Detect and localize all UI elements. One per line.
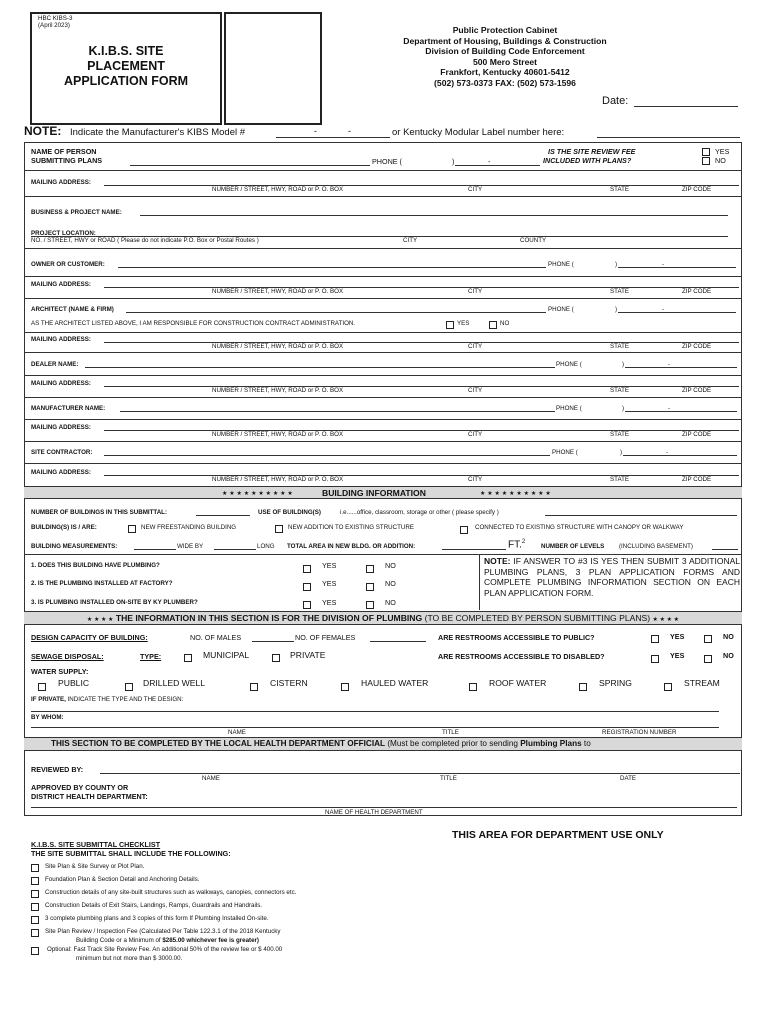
checklist-list (31, 861, 451, 939)
dealer-field[interactable] (85, 367, 555, 368)
wide-label: WIDE BY (177, 543, 204, 550)
checklist-checkbox-6[interactable] (31, 929, 39, 937)
form-title (30, 44, 222, 89)
cistern-label: CISTERN (270, 678, 308, 688)
roof-water-label: ROOF WATER (489, 678, 547, 688)
project-name-field[interactable] (140, 215, 728, 216)
health-header-sub: (Must be completed prior to sending (387, 739, 518, 748)
sewage-label: SEWAGE DISPOSAL: (31, 652, 104, 661)
plumbing-header-title: THE INFORMATION IN THIS SECTION IS FOR THE DIVISION OF PLUMBING (115, 613, 423, 623)
connected-checkbox[interactable] (460, 526, 468, 534)
addition-label: NEW ADDITION TO EXISTING STRUCTURE (288, 524, 414, 531)
plumbing-stars-left: ★ ★ ★ ★ (86, 617, 114, 623)
person-l1: NAME OF PERSON (31, 147, 97, 156)
fee-yes-checkbox[interactable] (702, 148, 710, 156)
checklist-text-3: Construction details of any site-built structures such as walkways, canopies, connectors etc. (45, 889, 297, 896)
state-caption-2: STATE (610, 288, 630, 295)
use-field[interactable] (545, 515, 737, 516)
note-text2: or Kentucky Modular Label number here: (392, 127, 565, 138)
agency-l5: Frankfort, Kentucky 40601-5412 (440, 67, 570, 77)
mailing-field-3[interactable] (104, 342, 739, 343)
question-3: 3. IS PLUMBING INSTALLED ON-SITE BY KY PLUMBER? (31, 599, 198, 606)
building-info-header: BUILDING INFORMATION (322, 488, 426, 498)
reviewed-by-label: REVIEWED BY: (31, 765, 84, 774)
municipal-label: MUNICIPAL (203, 650, 250, 660)
checklist-title: K.I.B.S. SITE SUBMITTAL CHECKLIST (31, 840, 161, 849)
street-caption-6: NUMBER / STREET, HWY, ROAD or P. O. BOX (212, 476, 344, 483)
females-field[interactable] (370, 641, 426, 642)
state-caption-5: STATE (610, 431, 630, 438)
checklist-checkbox-7[interactable] (31, 947, 39, 955)
if-private-label: IF PRIVATE, (31, 696, 66, 703)
question-2: 2. IS THE PLUMBING INSTALLED AT FACTORY? (31, 580, 173, 587)
municipal-checkbox[interactable] (184, 654, 192, 662)
dealer-phone: PHONE ( (556, 361, 582, 368)
hauled-water-label: HAULED WATER (361, 678, 429, 688)
levels-label: NUMBER OF LEVELS (541, 543, 605, 550)
manufacturer-phone-field[interactable] (625, 411, 737, 412)
females-label: NO. OF FEMALES (295, 633, 356, 642)
date-label: Date: (602, 95, 629, 107)
q2-yes: YES (322, 579, 337, 588)
levels-field[interactable] (712, 549, 738, 550)
person-paren: ) (452, 157, 455, 166)
males-field[interactable] (252, 641, 294, 642)
architect-no-checkbox[interactable] (489, 321, 497, 329)
public-no: NO (723, 632, 734, 641)
city-caption-3: CITY (468, 343, 483, 350)
state-caption-6: STATE (610, 476, 630, 483)
contractor-phone-field[interactable] (623, 455, 737, 456)
stream-checkbox[interactable] (664, 683, 672, 691)
model-number-field[interactable] (276, 137, 390, 138)
mailing-field-2[interactable] (104, 287, 739, 288)
mailing-field-6[interactable] (104, 475, 739, 476)
public-yes-checkbox[interactable] (651, 635, 659, 643)
fee-q1: IS THE SITE REVIEW FEE (548, 147, 636, 156)
drilled-well-checkbox[interactable] (125, 683, 133, 691)
dealer-paren: ) (622, 361, 625, 368)
dealer-phone-field[interactable] (625, 367, 737, 368)
form-title-1: K.I.B.S. SITE (88, 44, 164, 58)
private-checkbox[interactable] (272, 654, 280, 662)
connected-label: CONNECTED TO EXISTING STRUCTURE WITH CANOPY OR WALKWAY (475, 524, 684, 531)
disabled-no-checkbox[interactable] (704, 655, 712, 663)
q3-yes-checkbox[interactable] (303, 601, 311, 609)
person-phone-field[interactable] (455, 165, 540, 166)
divider (24, 397, 742, 398)
water-public-label: PUBLIC (58, 678, 90, 688)
mailing-field-4[interactable] (104, 386, 739, 387)
checklist-item6-cont (76, 937, 259, 944)
project-city-caption: CITY (403, 237, 418, 244)
checklist-text-5: 3 complete plumbing plans and 3 copies of this form If Plumbing Installed On-site. (45, 915, 269, 922)
manufacturer-field[interactable] (120, 411, 555, 412)
person-l2: SUBMITTING PLANS (31, 156, 103, 165)
by-whom-label: BY WHOM: (31, 714, 64, 721)
owner-paren: ) (615, 261, 618, 268)
q1-no-checkbox[interactable] (366, 565, 374, 573)
q1-no: NO (385, 561, 396, 570)
manufacturer-dash: - (668, 405, 671, 412)
checklist-checkbox-3[interactable] (31, 890, 39, 898)
checklist-checkbox-2[interactable] (31, 877, 39, 885)
q2-no: NO (385, 579, 396, 588)
checklist-item (31, 874, 451, 887)
owner-field[interactable] (118, 267, 546, 268)
health-dept-field[interactable] (31, 807, 737, 808)
architect-phone-field[interactable] (618, 312, 736, 313)
street-caption-2: NUMBER / STREET, HWY, ROAD or P. O. BOX (212, 288, 344, 295)
mailing-label-2: MAILING ADDRESS: (31, 281, 91, 288)
num-buildings-field[interactable] (196, 515, 250, 516)
public-no-checkbox[interactable] (704, 635, 712, 643)
by-whom-field[interactable] (31, 727, 719, 728)
zip-caption-1: ZIP CODE (682, 186, 712, 193)
by-whom-name: NAME (228, 729, 246, 736)
project-location-caption: NO. / STREET, HWY or ROAD ( Please do not indicate P.O. Box or Postal Routes ) (31, 237, 259, 244)
hauled-water-checkbox[interactable] (341, 683, 349, 691)
plumbing-note (484, 556, 740, 598)
checklist-text-1: Site Plan & Site Survey or Plot Plan. (45, 863, 145, 870)
person-dash: - (488, 157, 491, 166)
person-name-field[interactable] (130, 165, 370, 166)
architect-phone: PHONE ( (548, 306, 574, 313)
q2-yes-checkbox[interactable] (303, 583, 311, 591)
checklist-text-2: Foundation Plan & Section Detail and Anchoring Details. (45, 876, 200, 883)
private-label: PRIVATE (290, 650, 326, 660)
levels-hint: (INCLUDING BASEMENT) (619, 543, 693, 550)
divider (24, 332, 742, 333)
length-field[interactable] (214, 549, 256, 550)
person-phone: PHONE ( (372, 157, 402, 166)
disabled-no: NO (723, 651, 734, 660)
owner-label: OWNER OR CUSTOMER: (31, 261, 105, 268)
checklist-checkbox-4[interactable] (31, 903, 39, 911)
city-caption-5: CITY (468, 431, 483, 438)
divider (24, 375, 742, 376)
stars-right: ★ ★ ★ ★ ★ ★ ★ ★ ★ ★ (480, 490, 551, 497)
checklist-checkbox-5[interactable] (31, 916, 39, 924)
architect-yes-checkbox[interactable] (446, 321, 454, 329)
plumbing-note-label: NOTE: (484, 556, 511, 566)
state-caption-1: STATE (610, 186, 630, 193)
if-private-text: INDICATE THE TYPE AND THE DESIGN: (67, 696, 184, 703)
design-field[interactable] (31, 711, 719, 712)
divider (24, 352, 742, 353)
project-name-label: BUSINESS & PROJECT NAME: (31, 209, 122, 216)
divider (24, 463, 742, 464)
new-building-checkbox[interactable] (128, 525, 136, 533)
dealer-dash: - (668, 361, 671, 368)
fee-q2: INCLUDED WITH PLANS? (543, 156, 632, 165)
dealer-label: DEALER NAME: (31, 361, 79, 368)
is-are-label: BUILDING(S) IS / ARE: (31, 524, 97, 531)
stream-label: STREAM (684, 678, 720, 688)
drilled-well-label: DRILLED WELL (143, 678, 206, 688)
form-date: (April 2023) (38, 22, 70, 29)
contractor-dash: - (666, 449, 669, 456)
checklist-item (31, 887, 451, 900)
form-title-3: APPLICATION FORM (63, 74, 189, 88)
zip-caption-4: ZIP CODE (682, 387, 712, 394)
checklist-item7b: minimum but not more than $ 3000.00. (76, 955, 183, 962)
width-field[interactable] (134, 549, 176, 550)
water-public-checkbox[interactable] (38, 683, 46, 691)
blank-box (224, 12, 322, 125)
fee-no-checkbox[interactable] (702, 157, 710, 165)
city-caption-2: CITY (468, 288, 483, 295)
roof-water-checkbox[interactable] (469, 683, 477, 691)
reviewed-date: DATE (620, 775, 637, 782)
architect-yes: YES (457, 320, 470, 327)
addition-checkbox[interactable] (275, 525, 283, 533)
owner-phone: PHONE ( (548, 261, 574, 268)
ft-label (508, 539, 525, 550)
note-dash1: - (314, 126, 317, 136)
mailing-label-4: MAILING ADDRESS: (31, 380, 91, 387)
manufacturer-paren: ) (622, 405, 625, 412)
contractor-phone: PHONE ( (552, 449, 578, 456)
area-label: TOTAL AREA IN NEW BLDG. OR ADDITION: (287, 543, 416, 550)
q3-no: NO (385, 598, 396, 607)
q2-no-checkbox[interactable] (366, 583, 374, 591)
street-caption-1: NUMBER / STREET, HWY, ROAD or P. O. BOX (212, 186, 344, 193)
street-caption-4: NUMBER / STREET, HWY, ROAD or P. O. BOX (212, 387, 344, 394)
dept-use-only: THIS AREA FOR DEPARTMENT USE ONLY (452, 829, 664, 841)
owner-dash: - (662, 261, 665, 268)
use-label: USE OF BUILDING(S) (258, 509, 321, 516)
agency-block (380, 25, 630, 88)
checklist-item (31, 900, 451, 913)
spring-checkbox[interactable] (579, 683, 587, 691)
by-whom-title: TITLE (442, 729, 459, 736)
checklist-checkbox-1[interactable] (31, 864, 39, 872)
area-field[interactable] (442, 549, 506, 550)
measurements-label: BUILDING MEASUREMENTS: (31, 543, 118, 550)
divider (24, 441, 742, 442)
long-label: LONG (257, 543, 275, 550)
state-caption-4: STATE (610, 387, 630, 394)
reviewed-title: TITLE (440, 775, 457, 782)
city-caption-6: CITY (468, 476, 483, 483)
architect-responsibility: AS THE ARCHITECT LISTED ABOVE, I AM RESPONSIBLE FOR CONSTRUCTION CONTRACT ADMINISTRATION. (31, 320, 356, 327)
divider (24, 196, 742, 197)
zip-caption-5: ZIP CODE (682, 431, 712, 438)
street-caption-5: NUMBER / STREET, HWY, ROAD or P. O. BOX (212, 431, 344, 438)
mailing-field-5[interactable] (104, 430, 739, 431)
health-header-title: THIS SECTION TO BE COMPLETED BY THE LOCAL HEALTH DEPARTMENT OFFICIAL (51, 739, 386, 748)
date-field[interactable] (634, 106, 738, 107)
contractor-paren: ) (620, 449, 623, 456)
checklist-item (31, 861, 451, 874)
q3-no-checkbox[interactable] (366, 601, 374, 609)
zip-caption-2: ZIP CODE (682, 288, 712, 295)
q1-yes-checkbox[interactable] (303, 565, 311, 573)
males-label: NO. OF MALES (190, 633, 242, 642)
cistern-checkbox[interactable] (250, 683, 258, 691)
ft-sup: 2 (521, 539, 526, 545)
modular-label-field[interactable] (597, 137, 740, 138)
plumbing-note-text: IF ANSWER TO #3 IS YES THEN SUBMIT 3 ADDITIONAL PLUMBING PLANS, 3 PLAN APPLICATION FORMS AND COMPLETE PLUMBING INFORMATION SECTION ON EACH PLAN APPLICATION FORM. (484, 556, 740, 598)
checklist-text-4: Construction Details of Exit Stairs, Landings, Ramps, Guardrails and Handrails. (45, 902, 263, 909)
manufacturer-label: MANUFACTURER NAME: (31, 405, 106, 412)
form-code: HBC KIBS-3 (38, 15, 73, 22)
health-dept-caption: NAME OF HEALTH DEPARTMENT (325, 809, 423, 816)
if-private (31, 696, 183, 703)
contractor-label: SITE CONTRACTOR: (31, 449, 93, 456)
checklist-item7: Optional: Fast Track Site Review Fee. An additional 50% of the review fee or $ 400.00 (47, 946, 283, 953)
disabled-yes: YES (670, 651, 685, 660)
num-buildings-label: NUMBER OF BUILDINGS IN THIS SUBMITTAL: (31, 509, 168, 516)
approved-l2: DISTRICT HEALTH DEPARTMENT: (31, 792, 148, 801)
architect-paren: ) (615, 306, 618, 313)
note-label: NOTE: (24, 124, 62, 138)
note-dash2: - (348, 126, 351, 136)
divider (24, 419, 742, 420)
state-caption-3: STATE (610, 343, 630, 350)
stars-left: ★ ★ ★ ★ ★ ★ ★ ★ ★ ★ (222, 490, 293, 497)
owner-phone-field[interactable] (618, 267, 736, 268)
ft-text: FT. (508, 539, 522, 551)
mailing-field-1[interactable] (104, 185, 739, 186)
question-1: 1. DOES THIS BUILDING HAVE PLUMBING? (31, 562, 160, 569)
agency-l3: Division of Building Code Enforcement (425, 46, 585, 56)
divider (24, 170, 742, 171)
disabled-restroom-q: ARE RESTROOMS ACCESSIBLE TO DISABLED? (438, 652, 605, 661)
health-header-to: to (583, 739, 591, 748)
design-capacity-label: DESIGN CAPACITY OF BUILDING: (31, 633, 148, 642)
health-header (51, 739, 591, 748)
checklist-item6-b: Building Code or a Minimum of (76, 937, 161, 944)
architect-label: ARCHITECT (NAME & FIRM) (31, 306, 114, 313)
fee-no-label: NO (715, 156, 726, 165)
by-whom-reg: REGISTRATION NUMBER (602, 729, 677, 736)
use-hint: i.e......office, classroom, storage or other ( please specify ) (340, 509, 499, 516)
approved-l1: APPROVED BY COUNTY OR (31, 783, 129, 792)
new-building-label: NEW FREESTANDING BUILDING (141, 524, 237, 531)
form-title-2: PLACEMENT (87, 59, 165, 73)
public-restroom-q: ARE RESTROOMS ACCESSIBLE TO PUBLIC? (438, 633, 595, 642)
agency-l2: Department of Housing, Buildings & Construction (403, 35, 607, 46)
divider (24, 248, 742, 249)
architect-field[interactable] (126, 312, 546, 313)
zip-caption-6: ZIP CODE (682, 476, 712, 483)
architect-dash: - (662, 306, 665, 313)
checklist-text-6: Site Plan Review / Inspection Fee (Calculated Per Table 122.3.1 of the 2018 Kentucky (45, 928, 281, 935)
q1-yes: YES (322, 561, 337, 570)
manufacturer-phone: PHONE ( (556, 405, 582, 412)
plumbing-header-sub: (TO BE COMPLETED BY PERSON SUBMITTING PLANS) (424, 613, 651, 623)
water-supply-label: WATER SUPPLY: (31, 667, 89, 676)
spring-label: SPRING (599, 678, 632, 688)
zip-caption-3: ZIP CODE (682, 343, 712, 350)
project-location-label: PROJECT LOCATION: (31, 230, 96, 237)
checklist-item6-c: $285.00 whichever fee is greater) (162, 937, 259, 944)
mailing-label-3: MAILING ADDRESS: (31, 336, 91, 343)
contractor-field[interactable] (104, 455, 550, 456)
city-caption-4: CITY (468, 387, 483, 394)
plumbing-stars-right: ★ ★ ★ ★ (652, 617, 680, 623)
public-yes: YES (670, 632, 685, 641)
divider (24, 298, 742, 299)
health-header-plans: Plumbing Plans (520, 739, 582, 748)
agency-l6: (502) 573-0373 FAX: (502) 573-1596 (434, 77, 576, 88)
note-text: Indicate the Manufacturer's KIBS Model # (70, 127, 246, 138)
divider (24, 276, 742, 277)
fee-yes-label: YES (715, 147, 730, 156)
disabled-yes-checkbox[interactable] (651, 655, 659, 663)
agency-l4: 500 Mero Street (472, 56, 537, 67)
checklist-subtitle: THE SITE SUBMITTAL SHALL INCLUDE THE FOLLOWING: (31, 849, 231, 858)
mailing-label-6: MAILING ADDRESS: (31, 469, 91, 476)
architect-no: NO (500, 320, 510, 327)
reviewed-name: NAME (202, 775, 220, 782)
agency-l1: Public Protection Cabinet (452, 25, 558, 35)
plumbing-header (24, 613, 742, 623)
checklist-item (31, 913, 451, 926)
city-caption-1: CITY (468, 186, 483, 193)
type-label: TYPE: (140, 652, 162, 661)
project-county-caption: COUNTY (520, 237, 547, 244)
q3-yes: YES (322, 598, 337, 607)
mailing-label-5: MAILING ADDRESS: (31, 424, 91, 431)
street-caption-3: NUMBER / STREET, HWY, ROAD or P. O. BOX (212, 343, 344, 350)
mailing-label-1: MAILING ADDRESS: (31, 179, 91, 186)
reviewed-by-field[interactable] (100, 773, 740, 774)
